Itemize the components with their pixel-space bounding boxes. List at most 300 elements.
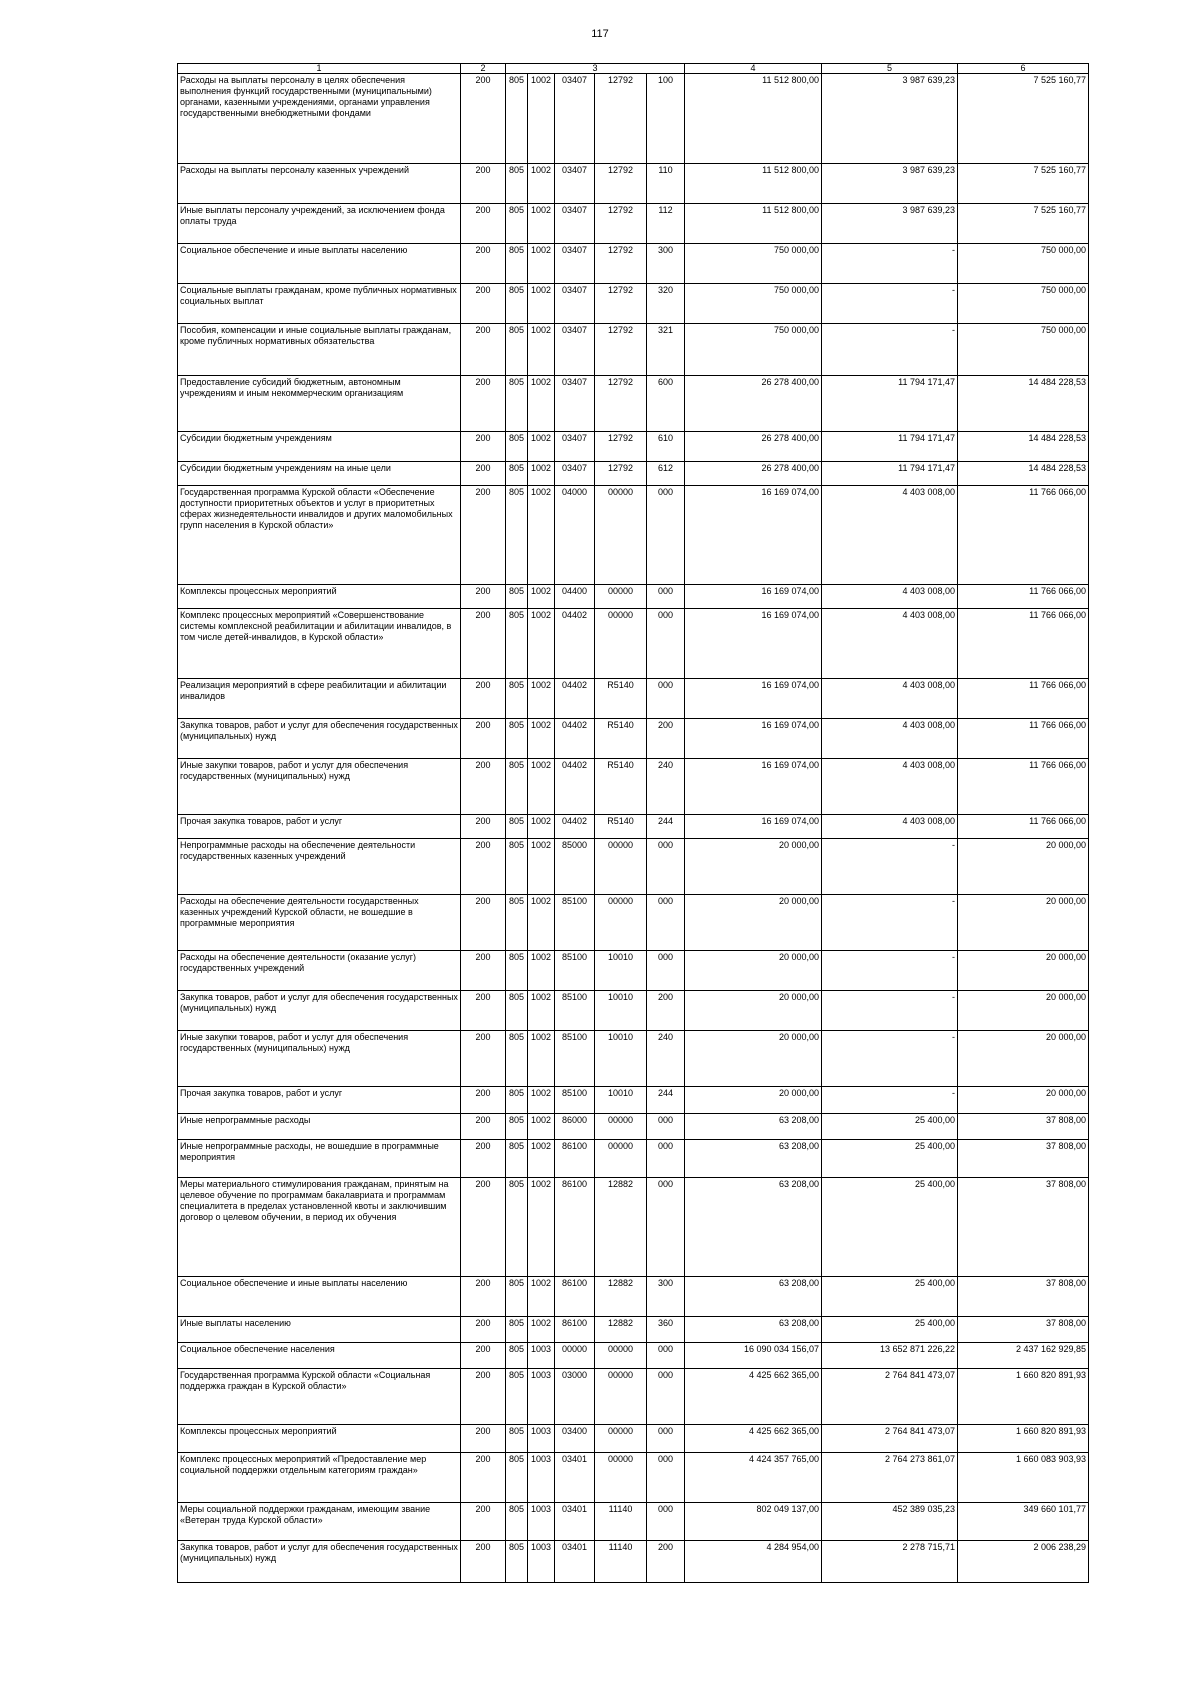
row-code-2: 1002 [528,244,555,284]
row-value-5: 2 278 715,71 [822,1541,958,1583]
row-col2: 200 [461,839,506,895]
row-code-4: 00000 [595,895,647,951]
row-code-4: 12792 [595,376,647,432]
table-row [178,432,1089,462]
table-row [178,1453,1089,1503]
row-code-5: 200 [647,991,685,1031]
row-code-2: 1002 [528,486,555,585]
row-code-4: 10010 [595,1031,647,1087]
row-code-4: 10010 [595,1087,647,1114]
row-value-4: 63 208,00 [685,1178,822,1277]
row-value-6: 37 808,00 [958,1178,1089,1277]
row-value-4: 16 169 074,00 [685,759,822,815]
row-code-2: 1003 [528,1453,555,1503]
row-value-6: 11 766 066,00 [958,719,1089,759]
row-value-5: 11 794 171,47 [822,432,958,462]
row-col2: 200 [461,462,506,486]
row-code-1: 805 [506,284,528,324]
row-value-5: 25 400,00 [822,1178,958,1277]
row-value-4: 11 512 800,00 [685,164,822,204]
row-name: Государственная программа Курской области «Социальная поддержка граждан в Курской области» [178,1369,461,1425]
row-value-4: 750 000,00 [685,324,822,376]
row-code-4: 00000 [595,1114,647,1140]
table-row [178,1114,1089,1140]
row-code-4: 12792 [595,284,647,324]
row-code-1: 805 [506,1503,528,1541]
row-value-5: - [822,1031,958,1087]
row-name: Расходы на выплаты персоналу в целях обеспечения выполнения функций государственными (муниципальными) органами, казенными учреждениями, органами управления государственными внебюджетными фондами [178,74,461,164]
row-code-4: R5140 [595,719,647,759]
table-row [178,839,1089,895]
row-code-2: 1002 [528,679,555,719]
row-code-5: 000 [647,1114,685,1140]
row-value-5: - [822,284,958,324]
row-code-2: 1002 [528,74,555,164]
row-code-4: R5140 [595,679,647,719]
row-code-1: 805 [506,164,528,204]
row-name: Закупка товаров, работ и услуг для обеспечения государственных (муниципальных) нужд [178,991,461,1031]
table-row [178,1317,1089,1343]
row-value-6: 37 808,00 [958,1317,1089,1343]
row-code-5: 360 [647,1317,685,1343]
row-code-4: 00000 [595,1343,647,1369]
row-name: Социальные выплаты гражданам, кроме публичных нормативных социальных выплат [178,284,461,324]
row-name: Расходы на обеспечение деятельности государственных казенных учреждений Курской области, не вошедшие в программные мероприятия [178,895,461,951]
row-code-3: 04402 [555,815,595,839]
row-code-1: 805 [506,1541,528,1583]
row-code-4: R5140 [595,759,647,815]
table-row [178,991,1089,1031]
row-value-4: 63 208,00 [685,1114,822,1140]
row-code-3: 85000 [555,839,595,895]
row-code-2: 1002 [528,1140,555,1178]
row-value-4: 63 208,00 [685,1277,822,1317]
row-value-5: 2 764 273 861,07 [822,1453,958,1503]
row-value-4: 16 169 074,00 [685,815,822,839]
row-col2: 200 [461,719,506,759]
row-name: Комплекс процессных мероприятий «Совершенствование системы комплексной реабилитации и абилитации инвалидов, в том числе детей-инвалидов, в Курской области» [178,609,461,679]
row-name: Комплексы процессных мероприятий [178,1425,461,1453]
row-value-4: 63 208,00 [685,1140,822,1178]
row-value-5: - [822,991,958,1031]
row-code-4: R5140 [595,815,647,839]
row-code-3: 04400 [555,585,595,609]
table-row [178,324,1089,376]
row-code-5: 321 [647,324,685,376]
row-value-5: 4 403 008,00 [822,719,958,759]
row-code-2: 1002 [528,1317,555,1343]
row-code-5: 244 [647,815,685,839]
row-code-4: 11140 [595,1503,647,1541]
row-code-1: 805 [506,1114,528,1140]
row-col2: 200 [461,1317,506,1343]
row-code-2: 1002 [528,991,555,1031]
row-code-2: 1002 [528,1087,555,1114]
row-code-1: 805 [506,991,528,1031]
row-name: Социальное обеспечение населения [178,1343,461,1369]
row-code-4: 12792 [595,462,647,486]
row-value-6: 14 484 228,53 [958,376,1089,432]
row-col2: 200 [461,1178,506,1277]
row-code-2: 1002 [528,1178,555,1277]
page-number: 117 [591,28,609,40]
row-code-5: 000 [647,1343,685,1369]
row-value-6: 750 000,00 [958,324,1089,376]
row-value-4: 16 090 034 156,07 [685,1343,822,1369]
row-code-5: 612 [647,462,685,486]
table-row [178,486,1089,585]
row-code-1: 805 [506,244,528,284]
row-col2: 200 [461,324,506,376]
row-code-1: 805 [506,815,528,839]
row-code-4: 12792 [595,324,647,376]
row-value-5: 11 794 171,47 [822,462,958,486]
row-code-4: 12792 [595,164,647,204]
row-code-3: 85100 [555,1087,595,1114]
row-name: Субсидии бюджетным учреждениям [178,432,461,462]
row-value-5: 25 400,00 [822,1140,958,1178]
row-value-5: 25 400,00 [822,1277,958,1317]
row-code-2: 1002 [528,284,555,324]
row-code-3: 85100 [555,951,595,991]
table-row [178,585,1089,609]
row-code-3: 03407 [555,244,595,284]
row-value-5: - [822,839,958,895]
row-name: Меры социальной поддержки гражданам, имеющим звание «Ветеран труда Курской области» [178,1503,461,1541]
row-name: Меры материального стимулирования гражданам, принятым на целевое обучение по программам бакалавриата и программам специалитета в пределах установленной квоты и заключившим договор о целевом обучении, в период их обучения [178,1178,461,1277]
row-code-5: 300 [647,244,685,284]
row-code-5: 320 [647,284,685,324]
row-value-4: 16 169 074,00 [685,719,822,759]
row-code-2: 1002 [528,324,555,376]
row-value-6: 11 766 066,00 [958,486,1089,585]
row-value-6: 2 437 162 929,85 [958,1343,1089,1369]
row-value-4: 11 512 800,00 [685,74,822,164]
row-code-3: 04000 [555,486,595,585]
row-code-3: 03400 [555,1425,595,1453]
row-name: Предоставление субсидий бюджетным, автономным учреждениям и иным некоммерческим организациям [178,376,461,432]
row-code-4: 12792 [595,204,647,244]
row-col2: 200 [461,486,506,585]
row-code-3: 86100 [555,1277,595,1317]
column-header-5: 5 [822,64,958,74]
row-code-1: 805 [506,1425,528,1453]
row-value-5: 4 403 008,00 [822,815,958,839]
row-code-5: 000 [647,895,685,951]
row-code-1: 805 [506,376,528,432]
row-name: Реализация мероприятий в сфере реабилитации и абилитации инвалидов [178,679,461,719]
row-name: Расходы на обеспечение деятельности (оказание услуг) государственных учреждений [178,951,461,991]
table-row [178,1178,1089,1277]
row-name: Субсидии бюджетным учреждениям на иные цели [178,462,461,486]
table-row [178,1425,1089,1453]
row-code-2: 1002 [528,376,555,432]
row-col2: 200 [461,1140,506,1178]
row-code-5: 100 [647,74,685,164]
row-value-5: 4 403 008,00 [822,609,958,679]
row-code-5: 000 [647,1503,685,1541]
row-name: Иные закупки товаров, работ и услуг для обеспечения государственных (муниципальных) нужд [178,1031,461,1087]
row-code-3: 04402 [555,679,595,719]
row-value-6: 750 000,00 [958,244,1089,284]
row-code-5: 200 [647,1541,685,1583]
row-col2: 200 [461,204,506,244]
row-code-3: 03000 [555,1369,595,1425]
row-code-1: 805 [506,204,528,244]
row-col2: 200 [461,74,506,164]
table-row [178,1031,1089,1087]
row-value-4: 20 000,00 [685,991,822,1031]
row-name: Расходы на выплаты персоналу казенных учреждений [178,164,461,204]
row-value-6: 1 660 083 903,93 [958,1453,1089,1503]
row-value-5: 3 987 639,23 [822,164,958,204]
row-name: Комплекс процессных мероприятий «Предоставление мер социальной поддержки отдельным категориям граждан» [178,1453,461,1503]
row-value-5: 25 400,00 [822,1114,958,1140]
row-value-6: 11 766 066,00 [958,815,1089,839]
row-col2: 200 [461,1277,506,1317]
row-value-4: 16 169 074,00 [685,585,822,609]
column-number-row [178,64,1089,74]
column-header-6: 6 [958,64,1089,74]
row-value-4: 16 169 074,00 [685,609,822,679]
row-value-4: 802 049 137,00 [685,1503,822,1541]
row-value-5: 4 403 008,00 [822,759,958,815]
row-code-3: 03401 [555,1453,595,1503]
row-col2: 200 [461,1087,506,1114]
row-name: Закупка товаров, работ и услуг для обеспечения государственных (муниципальных) нужд [178,719,461,759]
row-code-1: 805 [506,1140,528,1178]
row-col2: 200 [461,815,506,839]
row-code-1: 805 [506,462,528,486]
row-code-5: 000 [647,951,685,991]
row-code-2: 1002 [528,1277,555,1317]
row-name: Социальное обеспечение и иные выплаты населению [178,244,461,284]
row-code-2: 1003 [528,1343,555,1369]
row-code-2: 1002 [528,1114,555,1140]
row-code-2: 1003 [528,1541,555,1583]
row-code-5: 244 [647,1087,685,1114]
row-code-2: 1003 [528,1425,555,1453]
row-name: Пособия, компенсации и иные социальные выплаты гражданам, кроме публичных нормативных обязательства [178,324,461,376]
row-value-5: - [822,895,958,951]
row-code-5: 000 [647,1425,685,1453]
row-code-4: 12792 [595,74,647,164]
row-value-6: 37 808,00 [958,1277,1089,1317]
row-value-6: 11 766 066,00 [958,759,1089,815]
row-value-6: 20 000,00 [958,991,1089,1031]
row-value-4: 4 424 357 765,00 [685,1453,822,1503]
row-col2: 200 [461,376,506,432]
row-value-6: 7 525 160,77 [958,204,1089,244]
row-code-1: 805 [506,1369,528,1425]
row-value-5: 4 403 008,00 [822,679,958,719]
row-value-5: 11 794 171,47 [822,376,958,432]
row-code-5: 112 [647,204,685,244]
row-code-3: 85100 [555,895,595,951]
row-code-3: 85100 [555,1031,595,1087]
row-code-1: 805 [506,1087,528,1114]
row-code-1: 805 [506,1031,528,1087]
row-code-5: 000 [647,609,685,679]
table-row [178,815,1089,839]
row-code-1: 805 [506,74,528,164]
row-value-5: 25 400,00 [822,1317,958,1343]
row-value-5: 2 764 841 473,07 [822,1425,958,1453]
row-value-6: 7 525 160,77 [958,74,1089,164]
row-value-6: 349 660 101,77 [958,1503,1089,1541]
row-code-1: 805 [506,679,528,719]
row-code-5: 600 [647,376,685,432]
row-code-5: 110 [647,164,685,204]
row-code-2: 1003 [528,1503,555,1541]
row-value-4: 26 278 400,00 [685,376,822,432]
row-code-4: 12882 [595,1277,647,1317]
row-code-4: 00000 [595,609,647,679]
row-code-4: 10010 [595,991,647,1031]
row-value-4: 750 000,00 [685,244,822,284]
row-value-6: 7 525 160,77 [958,164,1089,204]
row-code-1: 805 [506,432,528,462]
table-row [178,679,1089,719]
row-value-4: 26 278 400,00 [685,462,822,486]
row-value-4: 11 512 800,00 [685,204,822,244]
row-name: Иные выплаты населению [178,1317,461,1343]
row-code-5: 000 [647,1140,685,1178]
row-code-5: 000 [647,679,685,719]
table-row [178,1541,1089,1583]
row-code-4: 00000 [595,1453,647,1503]
row-code-5: 240 [647,759,685,815]
row-code-1: 805 [506,1178,528,1277]
row-value-5: - [822,951,958,991]
row-value-4: 63 208,00 [685,1317,822,1343]
row-name: Непрограммные расходы на обеспечение деятельности государственных казенных учреждений [178,839,461,895]
table-row [178,164,1089,204]
row-col2: 200 [461,679,506,719]
row-code-4: 11140 [595,1541,647,1583]
row-value-6: 14 484 228,53 [958,462,1089,486]
row-value-4: 26 278 400,00 [685,432,822,462]
row-code-3: 03401 [555,1503,595,1541]
row-col2: 200 [461,1369,506,1425]
row-name: Комплексы процессных мероприятий [178,585,461,609]
row-col2: 200 [461,585,506,609]
row-code-4: 00000 [595,1425,647,1453]
row-col2: 200 [461,1114,506,1140]
row-value-6: 1 660 820 891,93 [958,1369,1089,1425]
table-row [178,1343,1089,1369]
row-code-1: 805 [506,324,528,376]
row-code-2: 1002 [528,839,555,895]
row-col2: 200 [461,1425,506,1453]
row-col2: 200 [461,895,506,951]
column-header-1: 1 [178,64,461,74]
row-col2: 200 [461,1541,506,1583]
table-row [178,284,1089,324]
row-value-4: 750 000,00 [685,284,822,324]
row-code-5: 200 [647,719,685,759]
row-col2: 200 [461,759,506,815]
row-code-3: 03407 [555,432,595,462]
row-code-5: 000 [647,1369,685,1425]
row-name: Государственная программа Курской области «Обеспечение доступности приоритетных объектов и услуг в приоритетных сферах жизнедеятельности инвалидов и других маломобильных групп населения в Курской области» [178,486,461,585]
row-code-1: 805 [506,1453,528,1503]
row-value-6: 20 000,00 [958,1031,1089,1087]
row-col2: 200 [461,951,506,991]
row-code-5: 610 [647,432,685,462]
row-code-2: 1002 [528,895,555,951]
row-name: Иные непрограммные расходы, не вошедшие в программные мероприятия [178,1140,461,1178]
table-row [178,462,1089,486]
row-code-2: 1002 [528,951,555,991]
row-value-5: 3 987 639,23 [822,204,958,244]
table-row [178,1140,1089,1178]
row-value-6: 20 000,00 [958,1087,1089,1114]
row-code-4: 00000 [595,839,647,895]
row-code-2: 1002 [528,585,555,609]
row-code-2: 1002 [528,719,555,759]
row-col2: 200 [461,609,506,679]
row-code-2: 1002 [528,815,555,839]
row-value-4: 20 000,00 [685,1087,822,1114]
row-value-5: 13 652 871 226,22 [822,1343,958,1369]
table-row [178,951,1089,991]
table-row [178,1503,1089,1541]
row-col2: 200 [461,1343,506,1369]
row-name: Закупка товаров, работ и услуг для обеспечения государственных (муниципальных) нужд [178,1541,461,1583]
budget-table [177,63,1089,1583]
row-col2: 200 [461,1031,506,1087]
row-value-5: 4 403 008,00 [822,585,958,609]
row-code-2: 1002 [528,1031,555,1087]
table-row [178,204,1089,244]
row-code-5: 000 [647,1453,685,1503]
row-col2: 200 [461,991,506,1031]
row-value-4: 4 425 662 365,00 [685,1369,822,1425]
row-code-3: 86100 [555,1140,595,1178]
row-value-4: 16 169 074,00 [685,679,822,719]
row-code-1: 805 [506,895,528,951]
row-value-6: 1 660 820 891,93 [958,1425,1089,1453]
row-value-4: 20 000,00 [685,839,822,895]
row-code-2: 1002 [528,759,555,815]
row-code-2: 1003 [528,1369,555,1425]
row-code-1: 805 [506,609,528,679]
row-value-6: 11 766 066,00 [958,585,1089,609]
row-code-4: 00000 [595,486,647,585]
table-row [178,74,1089,164]
row-code-4: 00000 [595,1140,647,1178]
row-value-5: - [822,1087,958,1114]
row-col2: 200 [461,164,506,204]
row-code-1: 805 [506,951,528,991]
row-code-2: 1002 [528,204,555,244]
row-name: Иные выплаты персоналу учреждений, за исключением фонда оплаты труда [178,204,461,244]
row-value-4: 20 000,00 [685,895,822,951]
row-code-3: 03407 [555,324,595,376]
row-code-1: 805 [506,839,528,895]
row-code-3: 03401 [555,1541,595,1583]
row-code-2: 1002 [528,164,555,204]
table-row [178,244,1089,284]
row-value-6: 20 000,00 [958,895,1089,951]
row-name: Социальное обеспечение и иные выплаты населению [178,1277,461,1317]
row-code-3: 04402 [555,609,595,679]
row-code-5: 000 [647,1178,685,1277]
row-code-3: 00000 [555,1343,595,1369]
row-code-3: 86000 [555,1114,595,1140]
row-code-1: 805 [506,1277,528,1317]
